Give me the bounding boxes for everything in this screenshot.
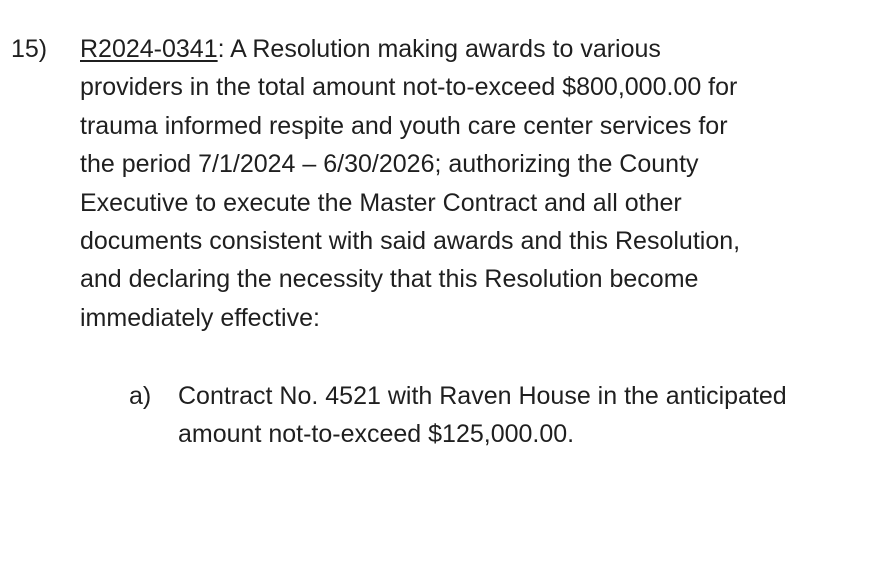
resolution-title-start: : A Resolution making awards to various	[217, 35, 661, 63]
subitem-paragraph	[178, 377, 888, 454]
resolution-paragraph	[80, 30, 880, 337]
resolution-line: documents consistent with said awards and this Resolution,	[80, 227, 741, 256]
resolution-line: providers in the total amount not-to-exceed $800,000.00 for	[80, 73, 738, 102]
resolution-first-line	[80, 30, 880, 68]
resolution-line: Executive to execute the Master Contract and all other	[80, 188, 682, 217]
item-number: 15)	[11, 35, 48, 63]
subitem-line: amount not-to-exceed $125,000.00.	[178, 420, 575, 449]
resolution-line: the period 7/1/2024 – 6/30/2026; authorizing the County	[80, 150, 699, 179]
resolution-id: R2024-0341	[80, 35, 218, 63]
subitem-line: Contract No. 4521 with Raven House in the anticipated	[178, 382, 787, 410]
subitem-marker: a)	[129, 382, 152, 410]
resolution-line: immediately effective:	[80, 303, 320, 332]
resolution-line: and declaring the necessity that this Resolution become	[80, 265, 699, 294]
resolution-line: trauma informed respite and youth care center services for	[80, 111, 728, 140]
